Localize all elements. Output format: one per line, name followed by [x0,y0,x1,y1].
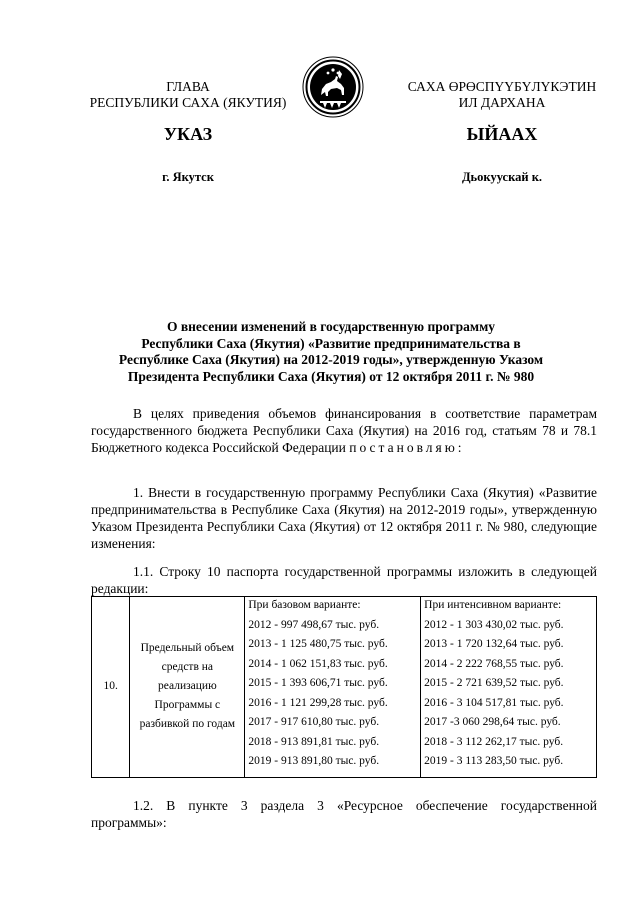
intensive-variant-line: При интенсивном варианте: [424,599,562,611]
base-variant-line: 2018 - 913 891,81 тыс. руб. [248,735,380,748]
title-line: Республике Саха (Якутия) на 2012-2019 годы», утвержденную Указом [118,352,544,367]
base-variant-line: 2015 - 1 393 606,71 тыс. руб. [248,677,388,689]
decree-title-sah: ЫЙААХ [466,124,538,144]
header-right-line2: ИЛ ДАРХАНА [458,95,546,110]
city-sah: Дьокуускай к. [461,170,543,184]
intensive-variant-line: 2014 - 2 222 768,55 тыс. руб. [424,657,564,670]
intensive-variant-cell [421,597,597,778]
title-line: О внесении изменений в государственную программу [166,319,496,334]
base-variant-line: 2017 - 917 610,80 тыс. руб. [248,716,380,728]
intensive-variant-line: 2016 - 3 104 517,81 тыс. руб. [424,696,564,709]
header-right [388,79,616,111]
header-right-line1: САХА ӨРӨСПҮҮБҮЛҮКЭТИН [407,79,597,94]
table-row [92,597,597,778]
decree-title-ru: УКАЗ [163,124,213,144]
intensive-variant-line: 2013 - 1 720 132,64 тыс. руб. [424,638,564,650]
base-variant-line: 2013 - 1 125 480,75 тыс. руб. [248,638,388,650]
base-variant-line: При базовом варианте: [248,599,361,611]
preamble-text: В целях приведения объемов финансирования в соответствие параметрам государственного бюджета Республики Саха (Якутия) на 2016 год, статьям 78 и 78.1 Бюджетного кодекса Российской Федерации [91,406,597,455]
intensive-variant-line: 2019 - 3 113 283,50 тыс. руб. [424,755,564,767]
title-line: Республики Саха (Якутия) «Развитие предпринимательства в [141,335,521,351]
resolve-word: постановляю: [349,440,465,455]
intensive-variant-line: 2015 - 2 721 639,52 тыс. руб. [424,677,564,689]
coat-of-arms-emblem [302,56,364,118]
intensive-variant-line: 2012 - 1 303 430,02 тыс. руб. [424,618,564,631]
base-variant-line: 2016 - 1 121 299,28 тыс. руб. [248,696,388,709]
intensive-variant-line: 2018 - 3 112 262,17 тыс. руб. [424,735,564,748]
paragraph-item-1: 1. Внести в государственную программу Республики Саха (Якутия) «Развитие предпринимательства в Республике Саха (Якутия) на 2012-2019 годы», утвержденную Указом Президента Республики Саха (Якутия) от 12 октября 2011 г. № 980, следующие изменения: [91,485,597,551]
paragraph-item-1-2: 1.2. В пункте 3 раздела 3 «Ресурсное обеспечение государственной программы»: [91,798,597,830]
base-variant-line: 2012 - 997 498,67 тыс. руб. [248,618,380,631]
header-left-line2: РЕСПУБЛИКИ САХА (ЯКУТИЯ) [89,95,287,110]
city-ru: г. Якутск [162,170,214,184]
passport-table [91,596,597,778]
paragraph-item-1-1: 1.1. Строку 10 паспорта государственной программы изложить в следующей редакции: [91,564,597,596]
header-left [78,79,298,111]
base-variant-line: 2014 - 1 062 151,83 тыс. руб. [248,657,388,670]
base-variant-cell [245,597,421,778]
row-name: Предельный объем средств на реализацию Программы с разбивкой по годам [130,597,245,778]
intensive-variant-line: 2017 -3 060 298,64 тыс. руб. [424,716,561,728]
row-number: 10. [92,597,130,778]
base-variant-line: 2019 - 913 891,80 тыс. руб. [248,755,380,767]
document-title [96,319,566,385]
title-line: Президента Республики Саха (Якутия) от 12 октября 2011 г. № 980 [127,368,535,384]
header-left-line1: ГЛАВА [166,79,210,94]
paragraph-preamble [91,405,597,456]
